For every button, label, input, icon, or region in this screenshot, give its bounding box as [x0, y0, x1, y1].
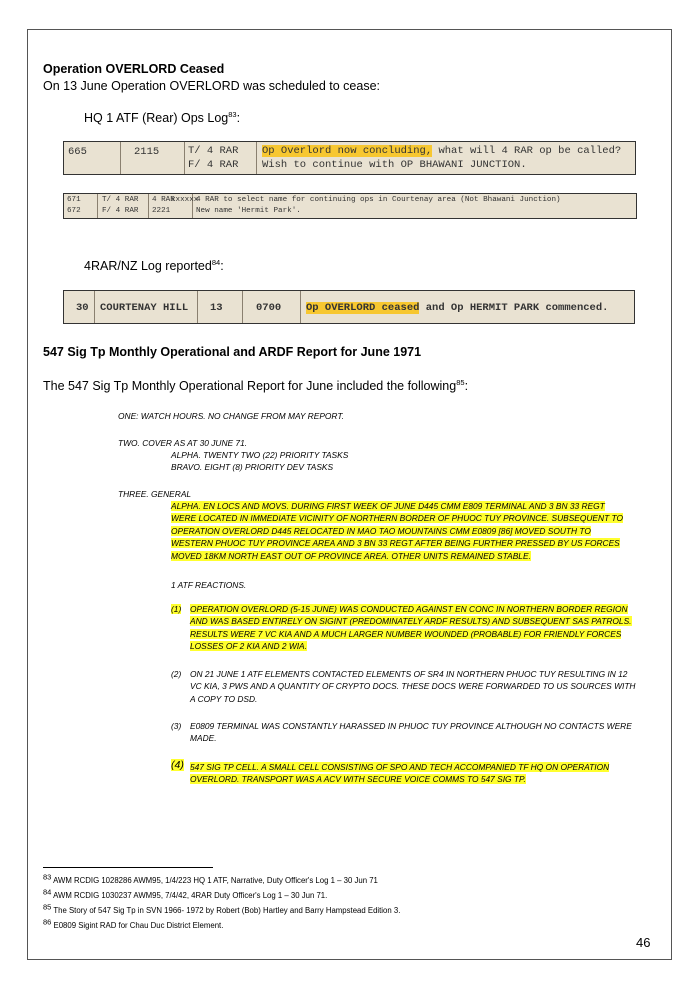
section-heading-overlord: Operation OVERLORD Ceased	[43, 62, 225, 76]
log-text-line1: 4 RAR to select name for continuing ops in Courtenay area (Not Bhawani Junction)	[196, 196, 561, 204]
report-item-2: ON 21 JUNE 1 ATF ELEMENTS CONTACTED ELEMENTS OF SR4 IN NORTHERN PHUOC TUY RESULTING IN 12 VC KIA, 3 PWS AND A QUANTITY OF CRYPTO DOCS. THESE DOCS WERE FORWARDED TO US SOURCES WITH A COPY TO DSD.	[190, 669, 636, 704]
section-intro: On 13 June Operation OVERLORD was scheduled to cease:	[43, 79, 380, 93]
report-item-1: OPERATION OVERLORD (5-15 JUNE) WAS CONDUCTED AGAINST EN CONC IN NORTHERN BORDER REGION AND WAS BASED ENTIRELY ON SIGINT (PREDOMINATELY ARDF RESULTS) AND SUBSEQUENT SAS PATROLS. RESULTS WERE 7 VC KIA AND A MUCH LARGER NUMBER WOUNDED (PROBABLE) FOR FRIENDLY FORCES LOSSES OF 2 KIA AND 2 WIA.	[190, 604, 632, 652]
footnote: $^{84}$ AWM RCDIG 1030237 AWM95, 7/4/42, 4RAR Duty Officer's Log 1 – 30 Jun 71.	[43, 887, 328, 900]
page-number: 46	[636, 935, 651, 950]
log-originator: 4 RAR	[152, 196, 175, 204]
log-scan-4rar-nz	[63, 290, 635, 324]
log-to: T/ 4 RAR	[102, 196, 139, 204]
log-num: 671	[67, 196, 81, 204]
log-scan-hq	[63, 141, 636, 175]
log-text: Op OVERLORD ceased and Op HERMIT PARK commenced.	[306, 302, 609, 314]
log-text-line2: New name 'Hermit Park'.	[196, 207, 301, 215]
report-three: THREE. GENERAL	[118, 489, 192, 499]
log-num: 30	[76, 302, 89, 314]
report-item-4: 547 SIG TP CELL. A SMALL CELL CONSISTING OF SPO AND TECH ACCOMPANIED TF HQ ON OPERATION OVERLORD. TRANSPORT WAS A ACV WITH SECURE VOICE COMMS TO 547 SIG TP.	[190, 762, 610, 785]
log-num: 672	[67, 207, 81, 215]
log-text-line2: Wish to continue with OP BHAWANI JUNCTION.	[262, 159, 527, 171]
log-struck-time: xxxxxx	[171, 196, 199, 204]
log-num: 665	[68, 146, 87, 158]
4rar-log-label: 4RAR/NZ Log reported$^{84}$:	[84, 257, 224, 273]
report-item-3: E0809 TERMINAL WAS CONSTANTLY HARASSED IN PHUOC TUY PROVINCE ALTHOUGH NO CONTACTS WERE MADE.	[190, 721, 632, 744]
footnote-separator	[43, 867, 213, 868]
report-three-alpha: ALPHA. EN LOCS AND MOVS. DURING FIRST WEEK OF JUNE D445 CMM E809 TERMINAL AND 3 BN 33 REGT WERE LOCATED IN IMMEDIATE VICINITY OF NORTHERN BORDER OF PHUOC TUY PROVINCE. SUBSEQUENT TO OPERATION OVERLORD D445 RELOCATED IN MAO TAO MOUNTAINS CMM E0809 [86] MOVED SOUTH TO WESTERN PHUOC TUY PROVINCE AREA AND 3 BN 33 REGT AFTER BEING FURTHER PRESSED BY US FORCES MOVED 18KM NORTH EAST OUT OF PROVINCE AREA. OTHER UNITS REMAINED STABLE.	[171, 501, 623, 561]
log-scan-4rar	[63, 193, 637, 219]
log-location: COURTENAY HILL	[100, 302, 189, 314]
log-to: T/ 4 RAR	[188, 145, 239, 157]
log-from: F/ 4 RAR	[188, 159, 239, 171]
section3-intro: The 547 Sig Tp Monthly Operational Report for June included the following$^{85}$:	[43, 377, 469, 393]
log-text-line1: Op Overlord now concluding, what will 4 RAR op be called?	[262, 145, 622, 157]
report-one: ONE: WATCH HOURS. NO CHANGE FROM MAY REPORT.	[118, 411, 344, 421]
footnote: $^{83}$ AWM RCDIG 1028286 AWM95, 1/4/223 HQ 1 ATF, Narrative, Duty Officer's Log 1 – 30 Jun 71	[43, 872, 378, 885]
footnote-ref: 84	[211, 257, 221, 267]
report-item-num: (1)	[171, 604, 182, 614]
report-item-num: (4)	[171, 759, 184, 771]
footnote-ref: 85	[456, 377, 465, 387]
hq-log-label: HQ 1 ATF (Rear) Ops Log$^{83}$:	[84, 109, 241, 125]
report-two-bravo: BRAVO. EIGHT (8) PRIORITY DEV TASKS	[171, 462, 334, 472]
footnote: $^{85}$ The Story of 547 Sig Tp in SVN 1966- 1972 by Robert (Bob) Hartley and Barry Hampstead Edition 3.	[43, 902, 401, 915]
log-time: 2221	[152, 207, 171, 215]
report-two-alpha: ALPHA. TWENTY TWO (22) PRIORITY TASKS	[171, 450, 349, 460]
footnote: $^{86}$ E0809 Sigint RAD for Chau Duc District Element.	[43, 917, 224, 930]
footnote-ref: 83	[228, 109, 237, 119]
report-two: TWO. COVER AS AT 30 JUNE 71.	[118, 438, 248, 448]
log-date: 13	[210, 302, 223, 314]
report-item-num: (3)	[171, 721, 182, 731]
report-item-num: (2)	[171, 669, 182, 679]
log-from: F/ 4 RAR	[102, 207, 139, 215]
log-time: 2115	[134, 146, 160, 158]
log-time: 0700	[256, 302, 282, 314]
report-atf-reactions: 1 ATF REACTIONS.	[171, 580, 247, 590]
section-heading-547: 547 Sig Tp Monthly Operational and ARDF Report for June 1971	[43, 345, 422, 359]
